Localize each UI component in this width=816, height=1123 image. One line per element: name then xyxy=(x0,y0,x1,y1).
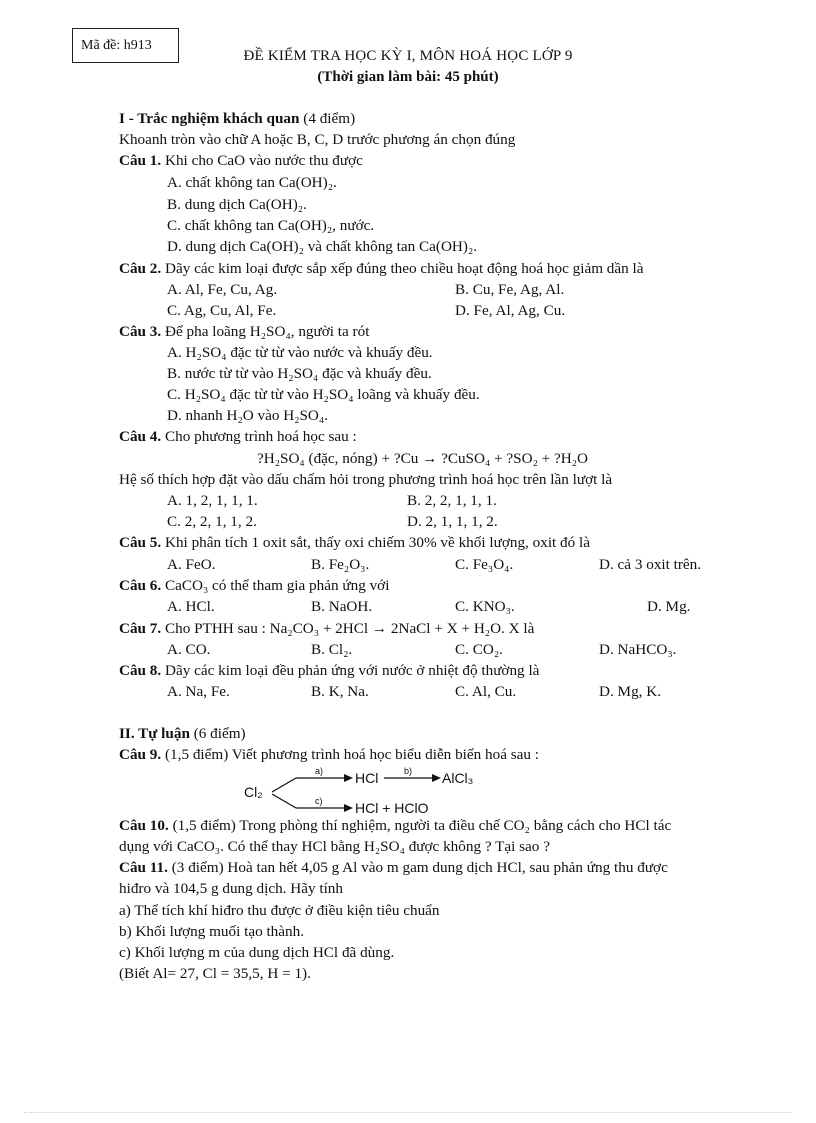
question-9 xyxy=(119,746,539,764)
question-label: Câu 4. xyxy=(119,428,162,445)
q1-option-a: A. chất không tan Ca(OH)₂. xyxy=(167,174,337,191)
question-8 xyxy=(119,662,539,680)
q11-part-a: a) Thể tích khí hiđro thu được ở điều kiện tiêu chuẩn xyxy=(119,902,440,919)
q11-part-c: c) Khối lượng m của dung dịch HCl đã dùng. xyxy=(119,944,395,961)
section1-heading xyxy=(119,110,355,128)
question-label: Câu 3. xyxy=(119,323,162,340)
section1-title: I - Trắc nghiệm khách quan xyxy=(119,110,300,127)
arrow-b-label: b) xyxy=(404,766,413,776)
q4-followup: Hệ số thích hợp đặt vào dấu chấm hỏi trong phương trình hoá học trên lần lượt là xyxy=(119,471,613,488)
section2-points: (6 điểm) xyxy=(193,725,246,742)
exam-code: Mã đề: h913 xyxy=(81,38,152,53)
product-c: HCl + HClO xyxy=(355,800,429,816)
reaction-scheme xyxy=(240,764,480,820)
q5-option-a: A. FeO. xyxy=(167,556,216,573)
question-label: Câu 11. xyxy=(119,859,168,876)
q8-option-d: D. Mg, K. xyxy=(599,683,662,700)
q2-option-c: C. Ag, Cu, Al, Fe. xyxy=(167,302,277,319)
branch-lower-line xyxy=(272,794,296,808)
question-label: Câu 1. xyxy=(119,152,162,169)
question-11 xyxy=(119,859,668,877)
q6-option-d: D. Mg. xyxy=(647,598,691,615)
q4-option-d: D. 2, 1, 1, 1, 2. xyxy=(407,513,498,530)
question-6 xyxy=(119,577,389,595)
question-3 xyxy=(119,323,369,341)
arrow-b-head xyxy=(432,774,441,782)
q3-option-d: D. nhanh H₂O vào H₂SO₄. xyxy=(167,407,328,424)
question-text: Khi phân tích 1 oxit sắt, thấy oxi chiếm 30% về khối lượng, oxit đó là xyxy=(165,534,590,551)
exam-subtitle: (Thời gian làm bài: 45 phút) xyxy=(317,69,499,85)
question-text: Cho phương trình hoá học sau : xyxy=(165,428,357,445)
question-label: Câu 9. xyxy=(119,746,162,763)
question-text: Để pha loãng H₂SO₄, người ta rót xyxy=(165,323,370,340)
q7-option-b: B. Cl₂. xyxy=(311,641,353,658)
q8-option-b: B. K, Na. xyxy=(311,683,369,700)
question-text: Cho PTHH sau : Na₂CO₃ + 2HCl → 2NaCl + X + H₂O. X là xyxy=(165,620,535,637)
q1-option-d: D. dung dịch Ca(OH)₂ và chất không tan Ca(OH)₂. xyxy=(167,238,478,255)
question-text: (3 điểm) Hoà tan hết 4,05 g Al vào m gam dung dịch HCl, sau phản ứng thu được xyxy=(171,859,668,876)
q2-option-d: D. Fe, Al, Ag, Cu. xyxy=(455,302,566,319)
question-10 xyxy=(119,817,671,835)
q3-option-c: C. H₂SO₄ đặc từ từ vào H₂SO₄ loãng và khuấy đều. xyxy=(167,386,480,403)
arrow-a-head xyxy=(344,774,353,782)
footer-divider xyxy=(24,1112,792,1113)
question-label: Câu 5. xyxy=(119,534,162,551)
q6-option-c: C. KNO₃. xyxy=(455,598,515,615)
q2-option-a: A. Al, Fe, Cu, Ag. xyxy=(167,281,278,298)
q2-option-b: B. Cu, Fe, Ag, Al. xyxy=(455,281,565,298)
q3-option-a: A. H₂SO₄ đặc từ từ vào nước và khuấy đều. xyxy=(167,344,433,361)
section2-heading xyxy=(119,725,246,743)
product-a: HCl xyxy=(355,770,379,786)
q11-given: (Biết Al= 27, Cl = 35,5, H = 1). xyxy=(119,965,311,982)
question-7 xyxy=(119,620,534,638)
q1-option-b: B. dung dịch Ca(OH)₂. xyxy=(167,196,307,213)
q11-line2: hiđro và 104,5 g dung dịch. Hãy tính xyxy=(119,880,343,897)
exam-title: ĐỀ KIỂM TRA HỌC KỲ I, MÔN HOÁ HỌC LỚP 9 xyxy=(243,48,573,64)
q7-option-a: A. CO. xyxy=(167,641,211,658)
question-text: (1,5 điểm) Trong phòng thí nghiệm, người ta điều chế CO₂ bằng cách cho HCl tác xyxy=(172,817,672,834)
arrow-c-head xyxy=(344,804,353,812)
question-text: Dãy các kim loại đều phản ứng với nước ở nhiệt độ thường là xyxy=(165,662,540,679)
q11-part-b: b) Khối lượng muối tạo thành. xyxy=(119,923,304,940)
branch-upper-line xyxy=(272,778,296,792)
q6-option-b: B. NaOH. xyxy=(311,598,373,615)
q10-line2: dụng với CaCO₃. Có thể thay HCl bằng H₂SO₄ được không ? Tại sao ? xyxy=(119,838,550,855)
q8-option-c: C. Al, Cu. xyxy=(455,683,517,700)
q6-option-a: A. HCl. xyxy=(167,598,215,615)
section1-instruction: Khoanh tròn vào chữ A hoặc B, C, D trước phương án chọn đúng xyxy=(119,131,516,148)
question-text: CaCO₃ có thể tham gia phản ứng với xyxy=(165,577,390,594)
question-text: Dãy các kim loại được sắp xếp đúng theo chiều hoạt động hoá học giảm dần là xyxy=(165,260,644,277)
q8-option-a: A. Na, Fe. xyxy=(167,683,230,700)
arrow-c-label: c) xyxy=(315,796,323,806)
question-text: Khi cho CaO vào nước thu được xyxy=(165,152,363,169)
question-text: (1,5 điểm) Viết phương trình hoá học biểu diễn biến hoá sau : xyxy=(165,746,540,763)
q4-option-b: B. 2, 2, 1, 1, 1. xyxy=(407,492,497,509)
q7-option-d: D. NaHCO₃. xyxy=(599,641,677,658)
q4-option-a: A. 1, 2, 1, 1, 1. xyxy=(167,492,258,509)
question-5 xyxy=(119,534,590,552)
q3-option-b: B. nước từ từ vào H₂SO₄ đặc và khuấy đều. xyxy=(167,365,432,382)
q4-equation: ?H₂SO₄ (đặc, nóng) + ?Cu → ?CuSO₄ + ?SO₂ + ?H₂O xyxy=(257,450,588,467)
section2-title: II. Tự luận xyxy=(119,725,190,742)
question-1 xyxy=(119,152,363,170)
question-label: Câu 10. xyxy=(119,817,169,834)
q1-option-c: C. chất không tan Ca(OH)₂, nước. xyxy=(167,217,375,234)
question-label: Câu 7. xyxy=(119,620,162,637)
q5-option-c: C. Fe₃O₄. xyxy=(455,556,514,573)
question-label: Câu 6. xyxy=(119,577,162,594)
q5-option-b: B. Fe₂O₃. xyxy=(311,556,370,573)
q4-option-c: C. 2, 2, 1, 1, 2. xyxy=(167,513,257,530)
q7-option-c: C. CO₂. xyxy=(455,641,503,658)
product-b: AlCl₃ xyxy=(442,770,474,786)
scheme-start: Cl₂ xyxy=(244,784,263,800)
question-label: Câu 8. xyxy=(119,662,162,679)
question-4 xyxy=(119,428,357,446)
q5-option-d: D. cả 3 oxit trên. xyxy=(599,556,702,573)
question-label: Câu 2. xyxy=(119,260,162,277)
section1-points: (4 điểm) xyxy=(303,110,356,127)
question-2 xyxy=(119,260,644,278)
arrow-a-label: a) xyxy=(315,766,324,776)
